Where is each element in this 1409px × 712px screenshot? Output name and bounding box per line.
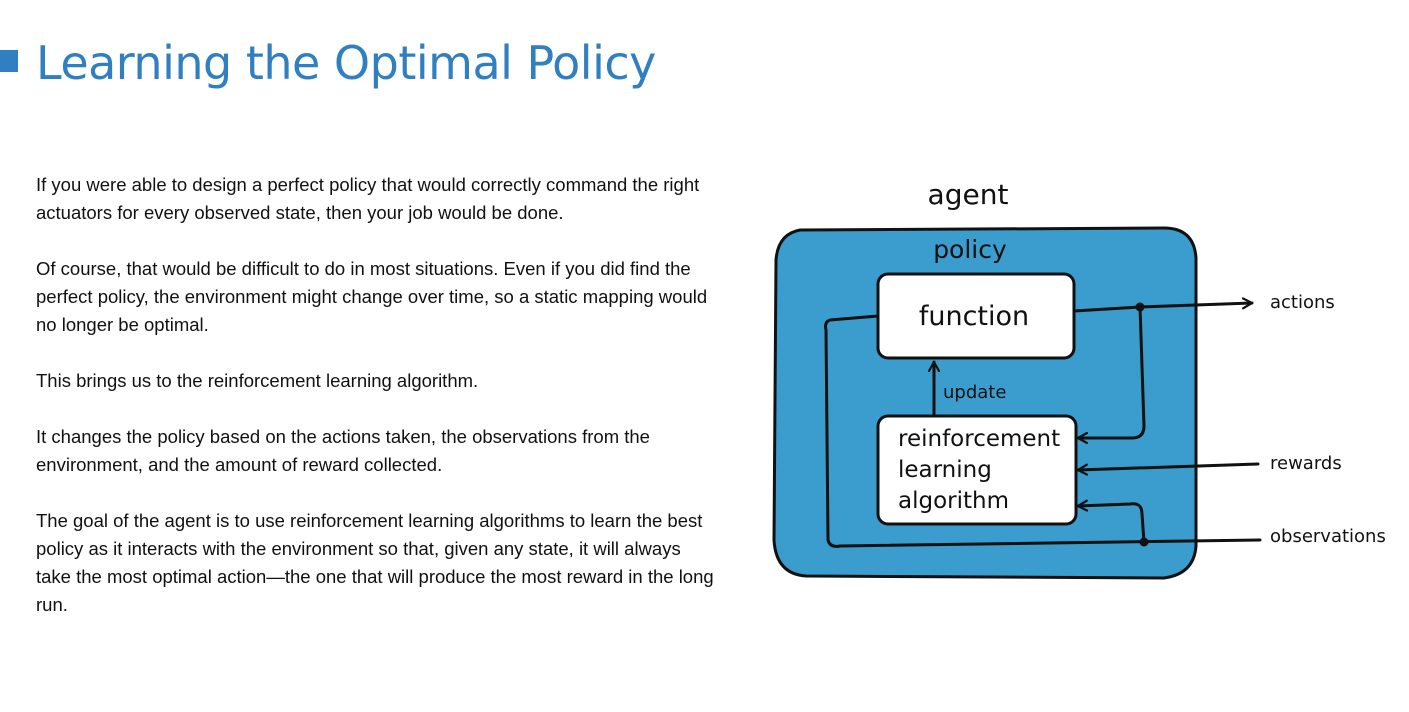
paragraph-3: This brings us to the reinforcement learning algorithm. <box>36 370 479 391</box>
slide-title: Learning the Optimal Policy <box>36 36 656 90</box>
body-text <box>36 171 716 647</box>
policy-label: policy <box>933 235 1007 264</box>
paragraph-2: Of course, that would be difficult to do in most situations. Even if you did find the perfect policy, the environment might change over time, so a static mapping would no longer be optimal. <box>36 258 708 335</box>
function-label: function <box>918 301 1030 332</box>
agent-label: agent <box>927 178 1009 211</box>
rl-label-line-1: reinforcement <box>898 426 1061 452</box>
slide-title-bullet <box>0 50 18 72</box>
actions-label: actions <box>1270 292 1335 313</box>
rl-label-line-3: algorithm <box>898 488 1010 514</box>
agent-diagram <box>760 170 1400 590</box>
rewards-label: rewards <box>1270 453 1342 474</box>
observations-label: observations <box>1270 526 1386 547</box>
paragraph-5: The goal of the agent is to use reinforcement learning algorithms to learn the best policy as it interacts with the environment so that, given any state, it will always take the most optimal action—the one that will produce the most reward in the long run. <box>36 510 714 615</box>
paragraph-4: It changes the policy based on the actions taken, the observations from the environment, and the amount of reward collected. <box>36 426 650 475</box>
rl-label-line-2: learning <box>898 457 992 483</box>
paragraph-1: If you were able to design a perfect policy that would correctly command the right actuators for every observed state, then your job would be done. <box>36 174 700 223</box>
update-label: update <box>943 382 1007 403</box>
